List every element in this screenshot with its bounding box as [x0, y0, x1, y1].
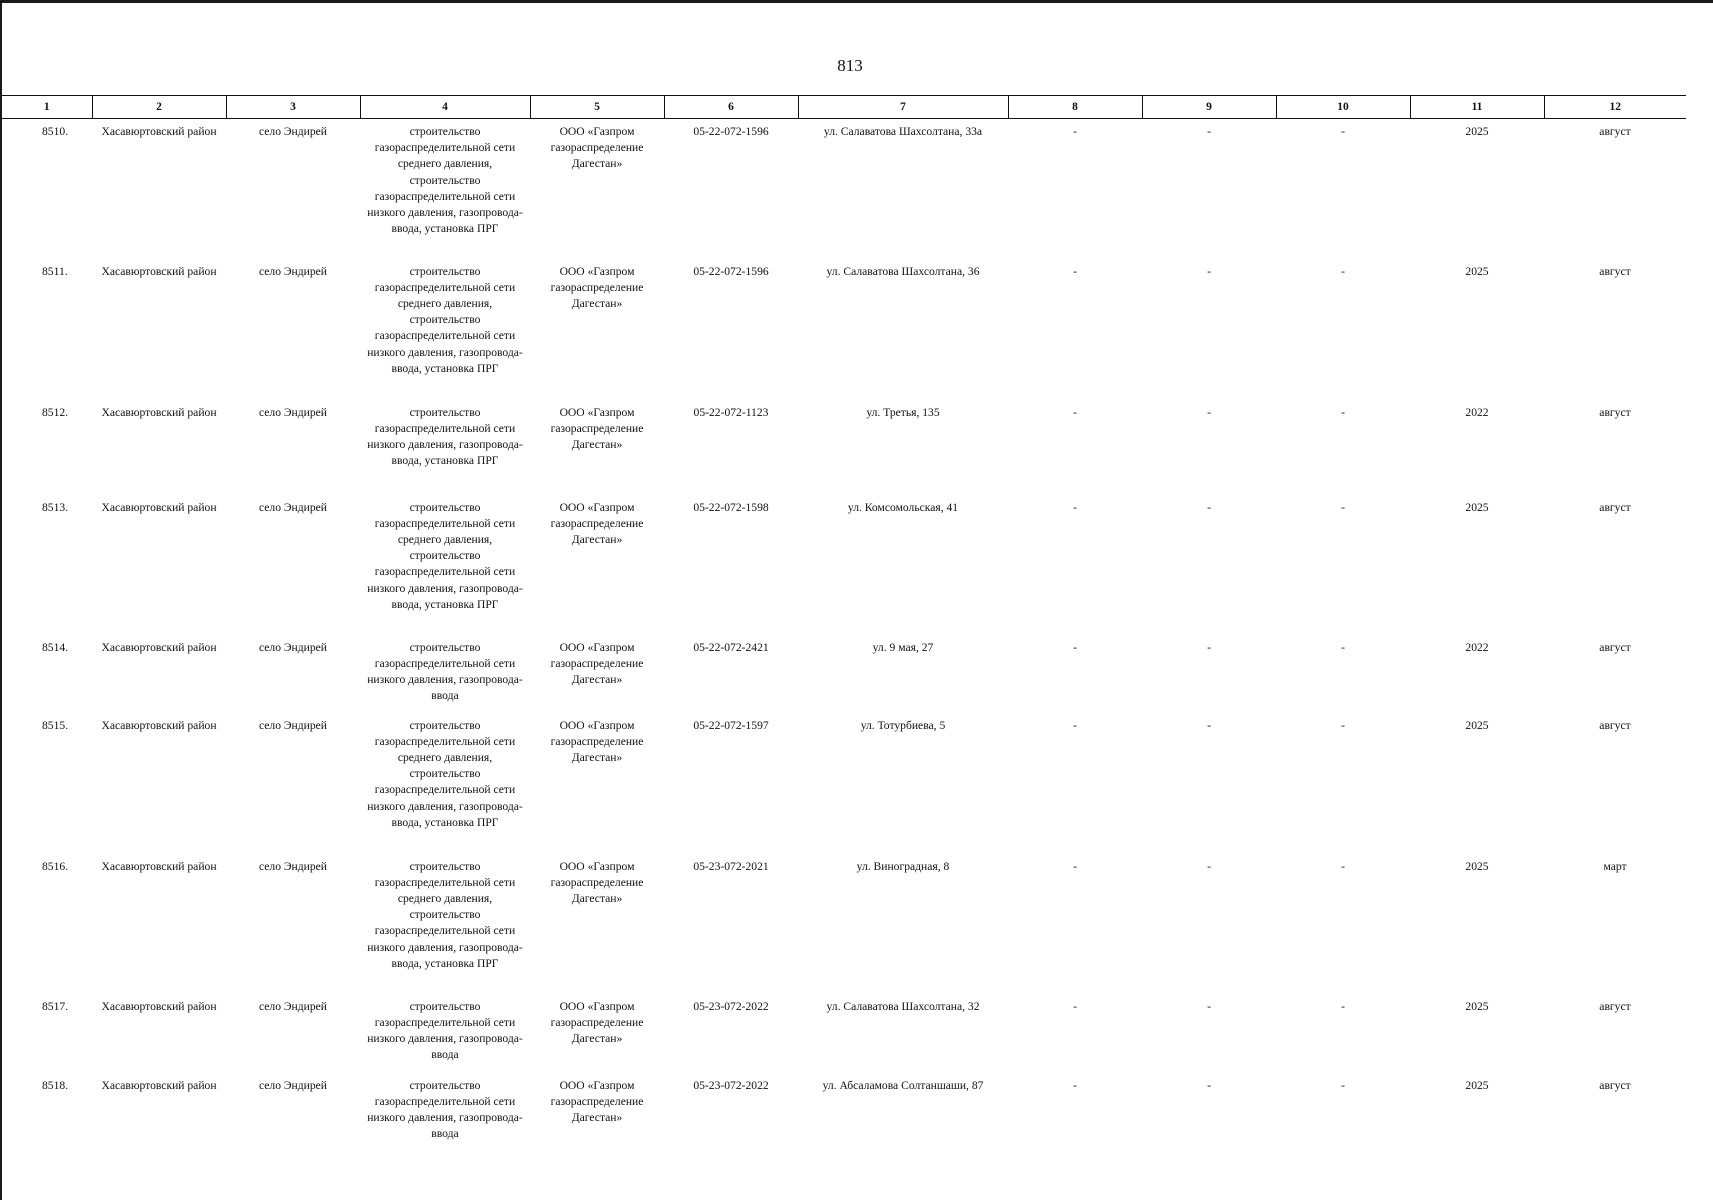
month-cell: август [1599, 718, 1631, 732]
column-header: 10 [1276, 96, 1410, 119]
organization-cell: ООО «Газпром газораспределение Дагестан» [550, 1078, 644, 1124]
address-cell: ул. Комсомольская, 41 [847, 500, 959, 514]
col10-cell: - [1341, 640, 1345, 654]
code-cell: 05-23-072-2022 [693, 1078, 769, 1092]
settlement-cell: село Эндирей [258, 999, 328, 1013]
col9-cell: - [1207, 125, 1211, 138]
month-cell: август [1599, 999, 1631, 1013]
code-cell: 05-22-072-1597 [693, 718, 769, 732]
table-row [2, 713, 1686, 854]
column-header: 4 [360, 96, 530, 119]
row-number: 8517. [42, 999, 69, 1013]
month-cell: август [1599, 125, 1631, 138]
code-cell: 05-23-072-2021 [693, 859, 769, 873]
organization-cell: ООО «Газпром газораспределение Дагестан» [550, 125, 644, 171]
year-cell: 2022 [1465, 405, 1489, 419]
col9-cell: - [1207, 264, 1211, 278]
address-cell: ул. Абсаламова Солтаншаши, 87 [822, 1078, 984, 1092]
district-cell: Хасавюртовский район [101, 640, 217, 654]
organization-cell: ООО «Газпром газораспределение Дагестан» [550, 405, 644, 451]
district-cell: Хасавюртовский район [101, 859, 217, 873]
col10-cell: - [1341, 1078, 1345, 1092]
year-cell: 2025 [1465, 264, 1489, 278]
organization-cell: ООО «Газпром газораспределение Дагестан» [550, 999, 644, 1045]
address-cell: ул. Третья, 135 [866, 405, 940, 419]
col8-cell: - [1073, 859, 1077, 873]
table-row [2, 994, 1686, 1073]
settlement-cell: село Эндирей [258, 125, 328, 138]
district-cell: Хасавюртовский район [101, 718, 217, 732]
settlement-cell: село Эндирей [258, 859, 328, 873]
address-cell: ул. Салаватова Шахсолтана, 36 [826, 264, 980, 278]
month-cell: август [1599, 405, 1631, 419]
work-description-cell: строительство газораспределительной сети среднего давления, строительство газораспределительной сети низкого давления, газопровода-ввода, установка ПРГ [367, 718, 523, 829]
year-cell: 2025 [1465, 1078, 1489, 1092]
column-header: 12 [1544, 96, 1686, 119]
row-number: 8510. [42, 125, 69, 138]
settlement-cell: село Эндирей [258, 718, 328, 732]
col9-cell: - [1207, 640, 1211, 654]
column-header: 3 [226, 96, 360, 119]
month-cell: август [1599, 1078, 1631, 1092]
work-description-cell: строительство газораспределительной сети среднего давления, строительство газораспределительной сети низкого давления, газопровода-ввода, установка ПРГ [367, 500, 523, 611]
organization-cell: ООО «Газпром газораспределение Дагестан» [550, 500, 644, 546]
work-description-cell: строительство газораспределительной сети среднего давления, строительство газораспределительной сети низкого давления, газопровода-ввода, установка ПРГ [367, 859, 523, 970]
column-header: 7 [798, 96, 1008, 119]
work-description-cell: строительство газораспределительной сети среднего давления, строительство газораспределительной сети низкого давления, газопровода-ввода, установка ПРГ [367, 264, 523, 375]
district-cell: Хасавюртовский район [101, 405, 217, 419]
col10-cell: - [1341, 718, 1345, 732]
row-number: 8515. [42, 718, 69, 732]
column-header: 5 [530, 96, 664, 119]
page-top-border [0, 0, 1713, 3]
table-row [2, 1073, 1686, 1153]
organization-cell: ООО «Газпром газораспределение Дагестан» [550, 264, 644, 310]
page-number: 813 [837, 56, 863, 75]
col9-cell: - [1207, 1078, 1211, 1092]
col8-cell: - [1073, 1078, 1077, 1092]
col10-cell: - [1341, 405, 1345, 419]
district-cell: Хасавюртовский район [101, 125, 217, 138]
code-cell: 05-22-072-1596 [693, 264, 769, 278]
table-row [2, 635, 1686, 713]
code-cell: 05-22-072-1596 [693, 125, 769, 138]
col9-cell: - [1207, 999, 1211, 1013]
col10-cell: - [1341, 264, 1345, 278]
table-row [2, 259, 1686, 400]
district-cell: Хасавюртовский район [101, 264, 217, 278]
settlement-cell: село Эндирей [258, 405, 328, 419]
code-cell: 05-22-072-1598 [693, 500, 769, 514]
district-cell: Хасавюртовский район [101, 999, 217, 1013]
work-description-cell: строительство газораспределительной сети среднего давления, строительство газораспределительной сети низкого давления, газопровода-ввода, установка ПРГ [367, 125, 523, 236]
table-header-row [2, 96, 1686, 119]
col8-cell: - [1073, 640, 1077, 654]
col10-cell: - [1341, 859, 1345, 873]
col10-cell: - [1341, 999, 1345, 1013]
column-header: 9 [1142, 96, 1276, 119]
address-cell: ул. Салаватова Шахсолтана, 33а [823, 125, 983, 138]
address-cell: ул. 9 мая, 27 [872, 640, 934, 654]
table-row [2, 495, 1686, 635]
col8-cell: - [1073, 999, 1077, 1013]
col10-cell: - [1341, 500, 1345, 514]
address-cell: ул. Виноградная, 8 [856, 859, 950, 873]
year-cell: 2022 [1465, 640, 1489, 654]
col8-cell: - [1073, 125, 1077, 138]
column-header: 1 [2, 96, 92, 119]
settlement-cell: село Эндирей [258, 500, 328, 514]
organization-cell: ООО «Газпром газораспределение Дагестан» [550, 859, 644, 905]
registry-table [2, 95, 1686, 1153]
year-cell: 2025 [1465, 999, 1489, 1013]
settlement-cell: село Эндирей [258, 264, 328, 278]
table-row [2, 119, 1686, 259]
work-description-cell: строительство газораспределительной сети низкого давления, газопровода-ввода [367, 1078, 523, 1141]
organization-cell: ООО «Газпром газораспределение Дагестан» [550, 640, 644, 686]
col9-cell: - [1207, 859, 1211, 873]
code-cell: 05-23-072-2022 [693, 999, 769, 1013]
settlement-cell: село Эндирей [258, 1078, 328, 1092]
row-number: 8518. [42, 1078, 69, 1092]
address-cell: ул. Тотурбиева, 5 [860, 718, 946, 732]
year-cell: 2025 [1465, 859, 1489, 873]
row-number: 8513. [42, 500, 69, 514]
month-cell: август [1599, 500, 1631, 514]
code-cell: 05-22-072-1123 [693, 405, 769, 419]
work-description-cell: строительство газораспределительной сети низкого давления, газопровода-ввода [367, 999, 523, 1062]
year-cell: 2025 [1465, 718, 1489, 732]
settlement-cell: село Эндирей [258, 640, 328, 654]
month-cell: август [1599, 640, 1631, 654]
table-row [2, 854, 1686, 994]
col8-cell: - [1073, 500, 1077, 514]
col9-cell: - [1207, 500, 1211, 514]
address-cell: ул. Салаватова Шахсолтана, 32 [826, 999, 980, 1013]
code-cell: 05-22-072-2421 [693, 640, 769, 654]
month-cell: март [1603, 859, 1627, 873]
work-description-cell: строительство газораспределительной сети низкого давления, газопровода-ввода, установка ПРГ [367, 405, 523, 468]
district-cell: Хасавюртовский район [101, 1078, 217, 1092]
row-number: 8514. [42, 640, 69, 654]
organization-cell: ООО «Газпром газораспределение Дагестан» [550, 718, 644, 764]
row-number: 8516. [42, 859, 69, 873]
column-header: 11 [1410, 96, 1544, 119]
col8-cell: - [1073, 264, 1077, 278]
column-header: 2 [92, 96, 226, 119]
year-cell: 2025 [1465, 125, 1489, 138]
district-cell: Хасавюртовский район [101, 500, 217, 514]
row-number: 8511. [42, 264, 68, 278]
row-number: 8512. [42, 405, 69, 419]
year-cell: 2025 [1465, 500, 1489, 514]
col10-cell: - [1341, 125, 1345, 138]
column-header: 8 [1008, 96, 1142, 119]
column-header: 6 [664, 96, 798, 119]
month-cell: август [1599, 264, 1631, 278]
col8-cell: - [1073, 405, 1077, 419]
table-row [2, 400, 1686, 495]
col8-cell: - [1073, 718, 1077, 732]
col9-cell: - [1207, 405, 1211, 419]
col9-cell: - [1207, 718, 1211, 732]
work-description-cell: строительство газораспределительной сети низкого давления, газопровода-ввода [367, 640, 523, 703]
